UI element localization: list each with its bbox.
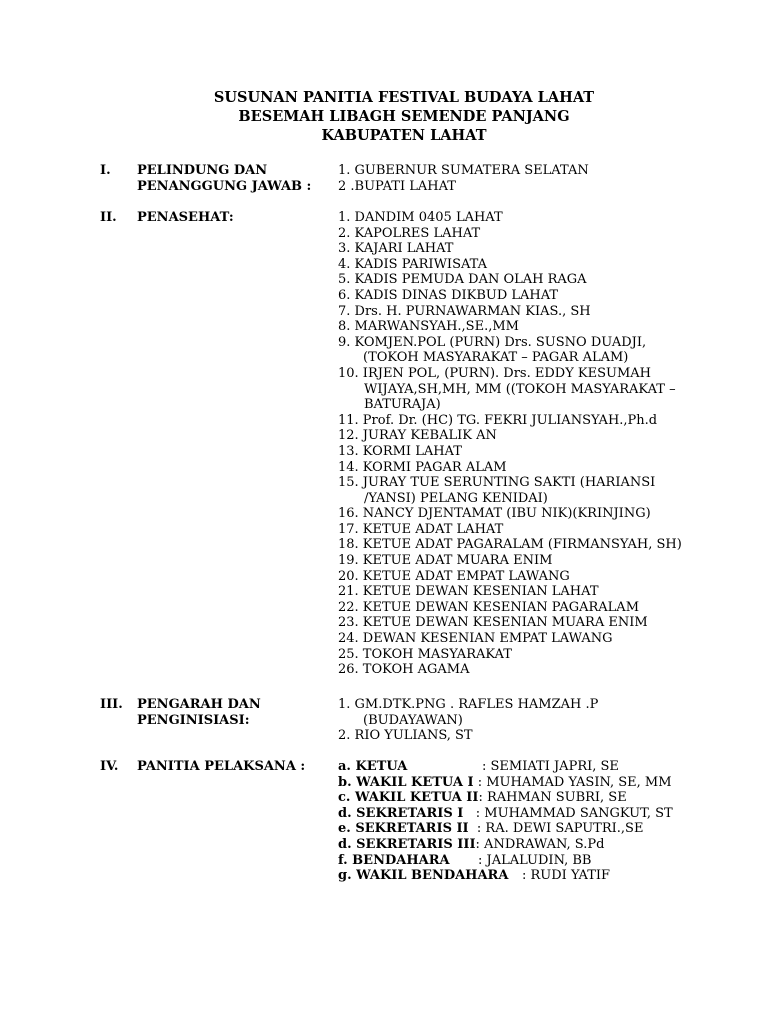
list-item: 17. KETUE ADAT LAHAT [338, 521, 504, 537]
role-title: a. KETUA [338, 759, 408, 774]
role-name: : RUDI YATIF [522, 868, 611, 884]
list-item: 3. KAJARI LAHAT [338, 241, 454, 257]
list-item-continuation: (TOKOH MASYARAKAT – PAGAR ALAM) [363, 350, 629, 366]
section-label [137, 697, 261, 728]
list-item-continuation: (BUDAYAWAN) [363, 712, 463, 728]
role-name: : RA. DEWI SAPUTRI.,SE [476, 821, 644, 837]
document-title [0, 88, 768, 145]
list-item-continuation: BATURAJA) [364, 397, 441, 413]
role-row [338, 853, 748, 869]
role-title: f. BENDAHARA [338, 852, 450, 868]
list-item: 15. JURAY TUE SERUNTING SAKTI (HARIANSI [338, 475, 656, 491]
role-title: e. SEKRETARIS II [338, 821, 469, 837]
list-item: 26. TOKOH AGAMA [338, 662, 470, 678]
list-item: 9. KOMJEN.POL (PURN) Drs. SUSNO DUADJI, [338, 334, 647, 350]
list-item: 22. KETUE DEWAN KESENIAN PAGARALAM [338, 599, 640, 615]
section-label-line: PENANGGUNG JAWAB : [137, 178, 312, 194]
list-item: 6. KADIS DINAS DIKBUD LAHAT [338, 287, 559, 303]
list-item: 4. KADIS PARIWISATA [338, 256, 487, 272]
section-items [338, 697, 748, 744]
list-item: 21. KETUE DEWAN KESENIAN LAHAT [338, 584, 599, 600]
committee-roles [338, 759, 748, 884]
list-item: 14. KORMI PAGAR ALAM [338, 459, 507, 475]
list-item: 13. KORMI LAHAT [338, 443, 462, 459]
list-item: 25. TOKOH MASYARAKAT [338, 646, 512, 662]
section-label-line: PELINDUNG DAN [137, 163, 268, 178]
section-items [338, 210, 748, 678]
section-label-line: PENGINISIASI: [137, 712, 250, 728]
role-row [338, 790, 748, 806]
role-row [338, 837, 748, 853]
role-name: : ANDRAWAN, S.Pd [475, 836, 605, 852]
list-item: 12. JURAY KEBALIK AN [338, 428, 497, 444]
list-item: 24. DEWAN KESENIAN EMPAT LAWANG [338, 631, 613, 647]
role-row [338, 775, 748, 791]
list-item: 2. KAPOLRES LAHAT [338, 225, 481, 241]
section-label-line: PANITIA PELAKSANA : [137, 759, 306, 774]
role-name: : MUHAMAD YASIN, SE, MM [477, 774, 672, 790]
list-item: 2. RIO YULIANS, ST [338, 728, 473, 744]
title-line-2: BESEMAH LIBAGH SEMENDE PANJANG [238, 108, 570, 125]
section-label [137, 210, 234, 226]
section-label-line: PENGARAH DAN [137, 697, 261, 712]
role-row [338, 759, 748, 775]
list-item: 7. Drs. H. PURNAWARMAN KIAS., SH [338, 303, 591, 319]
role-row [338, 821, 748, 837]
role-title: g. WAKIL BENDAHARA [338, 868, 509, 884]
role-row [338, 806, 748, 822]
list-item: 5. KADIS PEMUDA DAN OLAH RAGA [338, 272, 587, 288]
role-title: b. WAKIL KETUA I [338, 774, 474, 790]
list-item: 18. KETUE ADAT PAGARALAM (FIRMANSYAH, SH) [338, 537, 682, 553]
section-label [137, 163, 311, 194]
list-item: 19. KETUE ADAT MUARA ENIM [338, 553, 553, 569]
section-items [338, 163, 748, 194]
role-title: c. WAKIL KETUA II [338, 790, 479, 806]
role-name: : JALALUDIN, BB [478, 852, 592, 868]
section-label-line: PENASEHAT: [137, 210, 234, 225]
section-number: II. [100, 210, 117, 225]
title-line-3: KABUPATEN LAHAT [321, 127, 487, 144]
list-item: 2 .BUPATI LAHAT [338, 178, 456, 194]
list-item: 1. GM.DTK.PNG . RAFLES HAMZAH .P [338, 697, 599, 712]
list-item: 11. Prof. Dr. (HC) TG. FEKRI JULIANSYAH.,Ph.d [338, 412, 658, 428]
role-name: : RAHMAN SUBRI, SE [478, 790, 627, 806]
list-item-continuation: WIJAYA,SH,MH, MM ((TOKOH MASYARAKAT – [364, 381, 676, 397]
section-number: III. [100, 697, 123, 712]
section-number: IV. [100, 759, 119, 774]
role-row [338, 868, 748, 884]
section-label [137, 759, 305, 775]
list-item: 10. IRJEN POL, (PURN). Drs. EDDY KESUMAH [338, 365, 652, 381]
title-line-1: SUSUNAN PANITIA FESTIVAL BUDAYA LAHAT [213, 89, 595, 106]
role-title: d. SEKRETARIS III [338, 836, 476, 852]
role-name: : SEMIATI JAPRI, SE [482, 759, 619, 774]
list-item: 23. KETUE DEWAN KESENIAN MUARA ENIM [338, 615, 648, 631]
list-item-continuation: /YANSI) PELANG KENIDAI) [364, 490, 548, 506]
list-item: 1. GUBERNUR SUMATERA SELATAN [338, 163, 589, 178]
list-item: 1. DANDIM 0405 LAHAT [338, 210, 503, 225]
role-title: d. SEKRETARIS I [338, 805, 464, 821]
section-number: I. [100, 163, 111, 178]
list-item: 16. NANCY DJENTAMAT (IBU NIK)(KRINJING) [338, 506, 651, 522]
list-item: 20. KETUE ADAT EMPAT LAWANG [338, 568, 570, 584]
list-item: 8. MARWANSYAH.,SE.,MM [338, 319, 519, 335]
role-name: : MUHAMMAD SANGKUT, ST [475, 805, 673, 821]
